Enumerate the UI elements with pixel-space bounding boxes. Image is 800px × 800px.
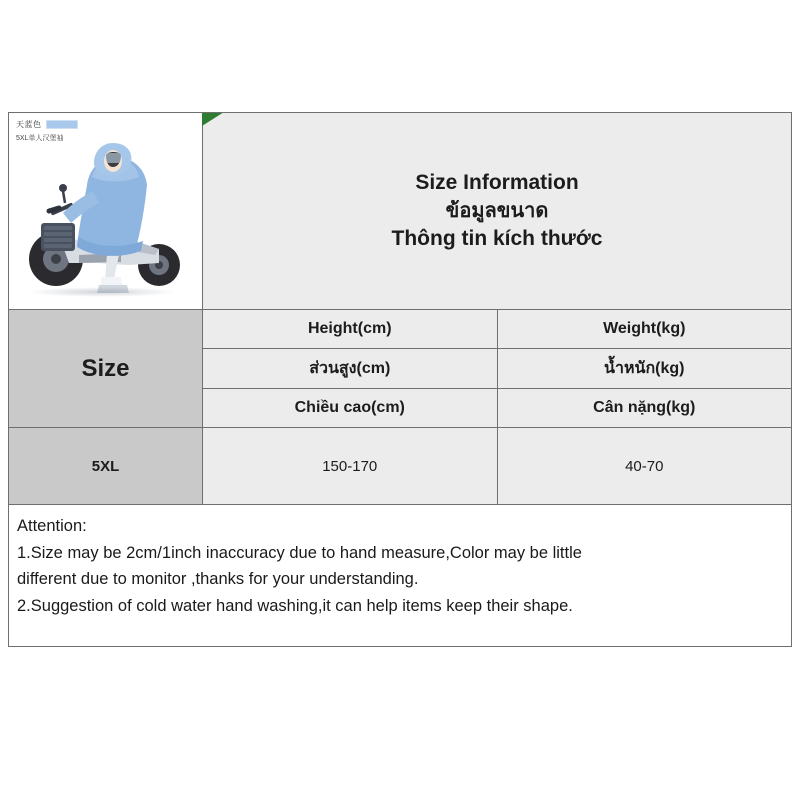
attention-heading: Attention: [17, 517, 87, 535]
table-header-stack [203, 310, 791, 427]
cell-height-value: 150-170 [203, 428, 498, 504]
attention-line-1: 1.Size may be 2cm/1inch inaccuracy due to hand measure,Color may be little [17, 543, 582, 562]
table-header-size: Size [9, 310, 203, 427]
column-header-height-vi: Chiều cao(cm) [203, 389, 498, 427]
product-photo-cell [9, 113, 203, 309]
table-header-row-en [203, 310, 791, 349]
corner-marker-icon [202, 112, 224, 126]
size-chart-sheet [8, 112, 792, 647]
column-header-height-th: ส่วนสูง(cm) [203, 349, 498, 387]
table-row [9, 428, 791, 505]
top-band [9, 113, 791, 310]
color-label: 天蓝色 [16, 120, 42, 129]
title-english: Size Information [415, 171, 579, 195]
column-header-weight-en: Weight(kg) [498, 310, 792, 348]
photo-ground-shadow [27, 287, 177, 297]
column-header-height-en: Height(cm) [203, 310, 498, 348]
color-swatch-chip [46, 120, 78, 129]
attention-line-3: 2.Suggestion of cold water hand washing,it can help items keep their shape. [17, 597, 573, 616]
table-header [9, 310, 791, 428]
title-vietnamese: Thông tin kích thước [391, 226, 603, 250]
attention-line-2: different due to monitor ,thanks for your understanding. [17, 570, 419, 589]
spec-label: 5XL单人汉堡袖 [16, 135, 64, 142]
cell-weight-value: 40-70 [498, 428, 792, 504]
color-swatch-row [16, 119, 78, 130]
column-header-weight-vi: Cân nặng(kg) [498, 389, 792, 427]
attention-block [9, 505, 791, 646]
column-header-weight-th: น้ำหนัก(kg) [498, 349, 792, 387]
table-header-row-th [203, 349, 791, 388]
cell-size-value: 5XL [9, 428, 203, 504]
title-thai: ข้อมูลขนาด [445, 199, 549, 222]
table-header-row-vi [203, 389, 791, 427]
title-cell [203, 113, 791, 309]
